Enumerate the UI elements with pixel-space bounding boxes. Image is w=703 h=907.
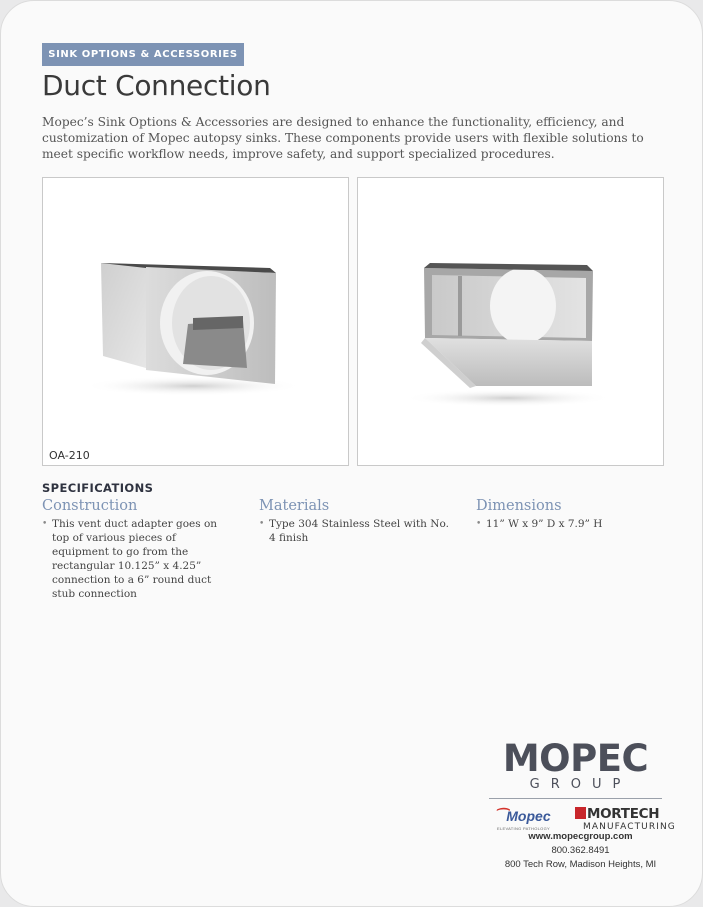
category-tag: SINK OPTIONS & ACCESSORIES bbox=[42, 43, 244, 66]
specifications-heading: SPECIFICATIONS bbox=[42, 481, 154, 495]
phone-number: 800.362.8491 bbox=[551, 845, 610, 856]
duct-adapter-rear-illustration bbox=[358, 178, 663, 465]
mopec-sub-logo: ⁀Mopec bbox=[495, 808, 551, 824]
spec-column-materials bbox=[259, 498, 449, 545]
page-title: Duct Connection bbox=[42, 69, 271, 102]
spec-column-dimensions bbox=[476, 498, 666, 531]
spec-item: • This vent duct adapter goes on top of various pieces of equipment to go from the rectangular 10.125” x 4.25” connection to a 6” round duct stub connection bbox=[42, 517, 232, 601]
spec-column-heading: Dimensions bbox=[476, 498, 562, 514]
product-image-back bbox=[357, 177, 664, 466]
mortech-subtitle: MANUFACTURING bbox=[583, 822, 676, 832]
brand-group: GROUP bbox=[529, 777, 632, 792]
mortech-logo: MORTECH bbox=[575, 806, 659, 822]
website-link[interactable]: www.mopecgroup.com bbox=[528, 831, 633, 842]
contact-block bbox=[483, 830, 678, 872]
duct-adapter-front-illustration bbox=[43, 178, 348, 465]
product-image-front bbox=[42, 177, 349, 466]
spec-column-heading: Materials bbox=[259, 498, 330, 514]
mopec-group-logo bbox=[483, 737, 676, 838]
spec-item: • Type 304 Stainless Steel with No. 4 finish bbox=[259, 517, 449, 545]
brand-name: MOPEC bbox=[502, 737, 649, 780]
spec-column-heading: Construction bbox=[42, 498, 138, 514]
logo-divider bbox=[489, 798, 662, 799]
mortech-square-icon bbox=[575, 807, 586, 819]
mopec-tagline: ELEVATING PATHOLOGY bbox=[497, 826, 550, 831]
intro-paragraph: Mopec’s Sink Options & Accessories are designed to enhance the functionality, efficiency, and customization of Mopec autopsy sinks. These components provide users with flexible solutions to meet specific workflow needs, improve safety, and support specialized procedures. bbox=[42, 115, 644, 161]
spec-column-construction bbox=[42, 498, 232, 601]
model-number: OA-210 bbox=[49, 449, 90, 462]
address: 800 Tech Row, Madison Heights, MI bbox=[504, 859, 657, 870]
spec-item: • 11” W x 9” D x 7.9” H bbox=[476, 517, 666, 531]
swoosh-icon: ⁀ bbox=[495, 808, 507, 824]
